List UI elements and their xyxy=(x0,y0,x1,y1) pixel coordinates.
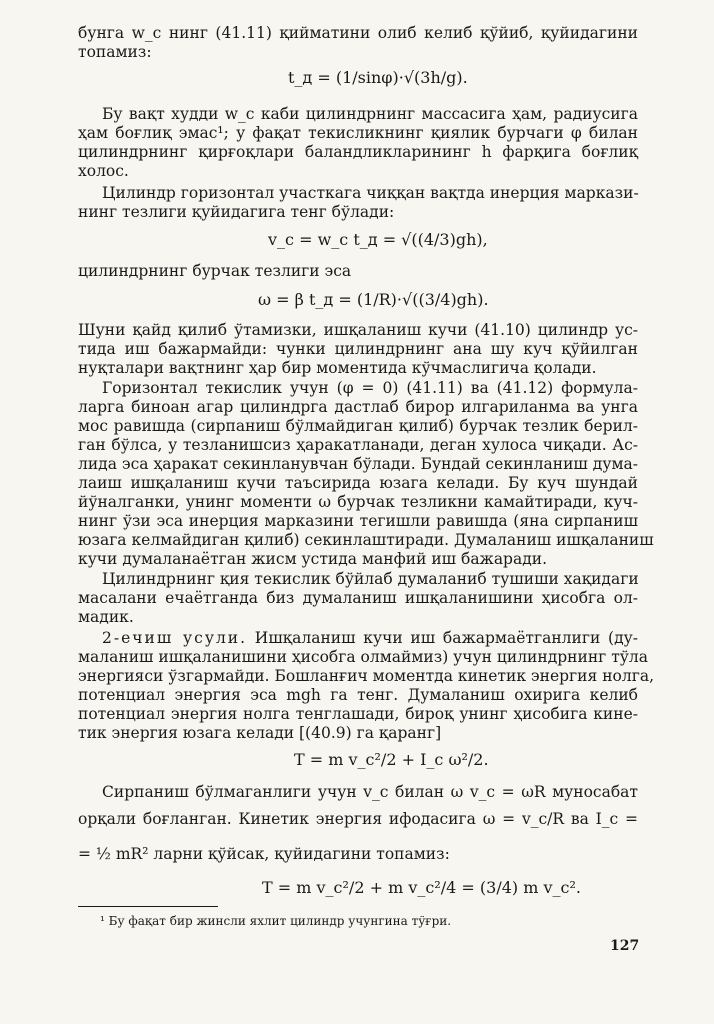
footnote: ¹ Бу фақат бир жинсли яхлит цилиндр учунгина тўғри. xyxy=(100,914,452,928)
line-24: масалани ечаётганда биз думаланиш ишқаланишини ҳисобга ол- xyxy=(78,589,638,607)
line-20: нинг ўзи эса инерция марказини тегишли равишда (яна сирпаниш xyxy=(78,512,638,530)
line-6: холос. xyxy=(78,162,129,180)
line-32: Сирпаниш бўлмаганлиги учун v_c билан ω v_c = ωR муносабат xyxy=(102,783,638,801)
line-17: лида эса ҳаракат секинланувчан бўлади. Бундай секинланиш думa- xyxy=(78,455,638,473)
line-3: Бу вақт худди w_c каби цилиндрнинг массасига ҳам, радиусига xyxy=(102,105,638,123)
line-26 xyxy=(102,629,638,647)
line-1: бунга w_c нинг (41.11) қийматини олиб келиб қўйиб, қуйидагини xyxy=(78,24,638,42)
line-8: нинг тезлиги қуйидагига тенг бўлади: xyxy=(78,203,395,221)
line-7: Цилиндр горизонтал участкага чиққан вақтда инерция маркази- xyxy=(102,184,639,202)
line-4: ҳам боғлиқ эмас¹; у фақат текисликнинг қиялик бурчаги φ билан xyxy=(78,124,638,142)
line-25: мадик. xyxy=(78,608,134,626)
line-30: потенциал энергия нолга тенглашади, бироқ унинг ҳисобига кине- xyxy=(78,705,638,723)
line-5: цилиндрнинг қирғоқлари баландликларининг h фарқига боғлиқ xyxy=(78,143,638,161)
line-12: нуқталари вақтнинг ҳар бир моментида кўчмаслигича қолади. xyxy=(78,359,597,377)
line-26-text: Ишқаланиш кучи иш бажармаётганлиги (ду- xyxy=(247,629,638,647)
line-11: тида иш бажармайди: чунки цилиндрнинг ана шу куч қўйилган xyxy=(78,340,638,358)
line-22: кучи думаланаётган жисм устида манфий иш бажаради. xyxy=(78,550,548,568)
equation-4: T = m v_c²/2 + I_c ω²/2. xyxy=(294,750,489,769)
line-10: Шуни қайд қилиб ўтамизки, ишқаланиш кучи (41.10) цилиндр ус- xyxy=(78,321,638,339)
line-28: энергияси ўзгармайди. Бошланғич моментда кинетик энергия нолга, xyxy=(78,667,654,685)
line-27: маланиш ишқаланишини ҳисобга олмаймиз) учун цилиндрнинг тўла xyxy=(78,648,649,666)
line-2: топамиз: xyxy=(78,43,152,61)
line-16: ган бўлса, у тезланишсиз ҳаракатланади, деган хулоса чиқади. Ас- xyxy=(78,436,638,454)
line-21: юзага келмайдиган қилиб) секинлаштиради. Думаланиш ишқаланиш xyxy=(78,531,654,549)
line-14: ларга биноан агар цилиндрга дастлаб бирор илгариланма ва унга xyxy=(78,398,638,416)
footnote-rule xyxy=(78,906,218,907)
page-number: 127 xyxy=(610,938,640,954)
line-29: потенциал энергия эса mgh га тенг. Думаланиш охирига келиб xyxy=(78,686,638,704)
line-34: = ½ mR² ларни қўйсак, қуйидагини топамиз: xyxy=(78,845,450,863)
line-19: йўналганки, унинг моменти ω бурчак тезликни камайтиради, куч- xyxy=(78,493,638,511)
line-9: цилиндрнинг бурчак тезлиги эса xyxy=(78,262,352,280)
equation-1: t_д = (1/sinφ)·√(3h/g). xyxy=(288,68,468,87)
line-23: Цилиндрнинг қия текислик бўйлаб думаланиб тушиши хақидаги xyxy=(102,570,639,588)
line-18: лаиш ишқаланиш кучи таъсирида юзага келади. Бу куч шундай xyxy=(78,474,638,492)
equation-3: ω = β t_д = (1/R)·√((3/4)gh). xyxy=(258,290,489,309)
line-33: орқали боғланган. Кинетик энергия ифодасига ω = v_c/R ва I_c = xyxy=(78,810,638,828)
line-13: Горизонтал текислик учун (φ = 0) (41.11) ва (41.12) формула- xyxy=(102,379,638,397)
line-15: мос равишда (сирпаниш бўлмайдиган қилиб) бурчак тезлик берил- xyxy=(78,417,638,435)
equation-2: v_c = w_c t_д = √((4/3)gh), xyxy=(268,230,488,249)
line-31: тик энергия юзага келади [(40.9) га қаранг] xyxy=(78,724,442,742)
equation-5: T = m v_c²/2 + m v_c²/4 = (3/4) m v_c². xyxy=(262,878,581,897)
solution-heading: 2-ечиш усули. xyxy=(102,629,248,647)
